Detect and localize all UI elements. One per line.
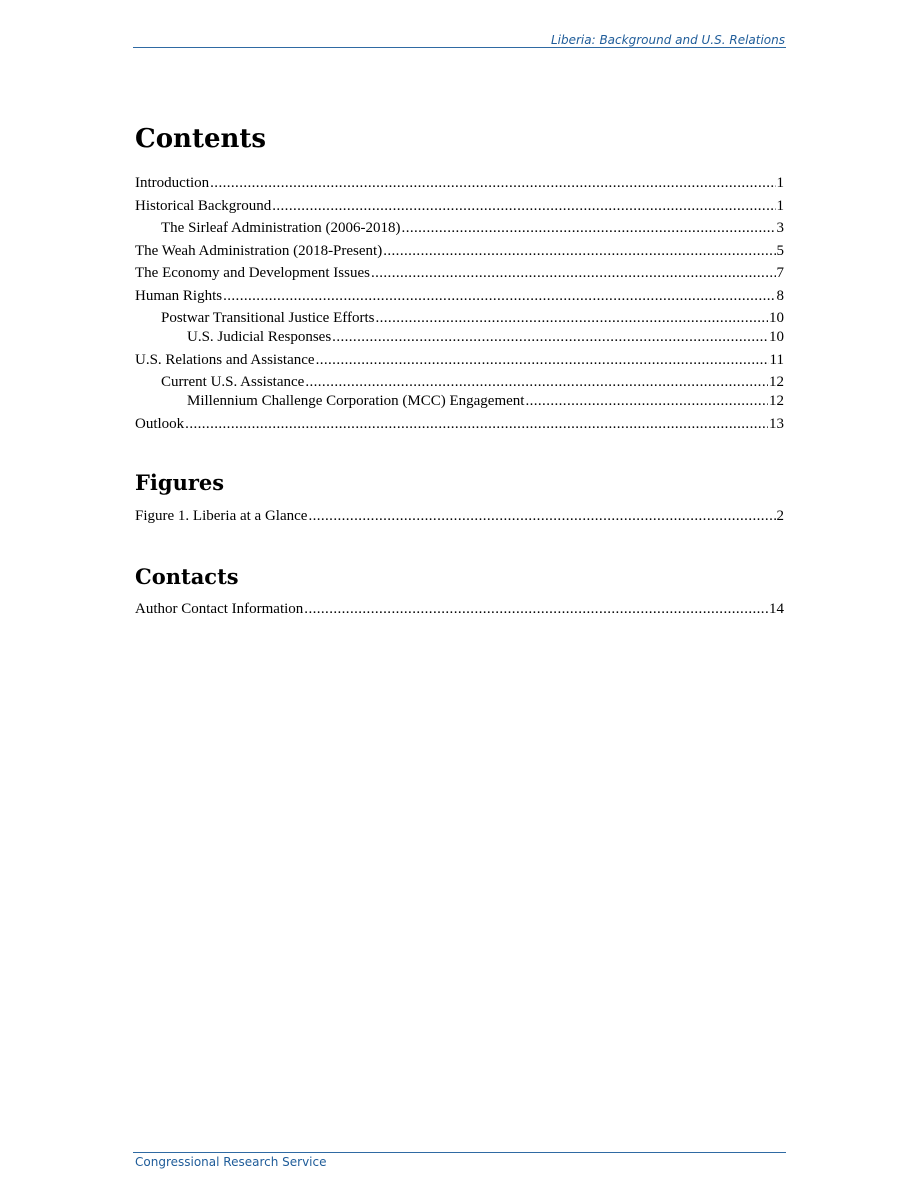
running-header-title: Liberia: Background and U.S. Relations: [550, 33, 785, 47]
toc-leader-dots: [375, 308, 768, 328]
toc-leader-dots: [185, 414, 768, 434]
toc-entry-label: Millennium Challenge Corporation (MCC) Engagement: [187, 393, 525, 409]
toc-entry[interactable]: [135, 173, 784, 193]
toc-entry[interactable]: [135, 241, 784, 261]
footer-source: Congressional Research Service: [135, 1155, 327, 1169]
figures-heading: Figures: [135, 470, 225, 495]
toc-entry-page: 1: [776, 197, 784, 214]
footer-rule: [133, 1152, 786, 1153]
toc-entry-page: 13: [769, 415, 784, 432]
contents-list: [135, 173, 784, 434]
toc-leader-dots: [308, 506, 775, 526]
toc-entry[interactable]: [135, 506, 784, 526]
toc-entry-label: Current U.S. Assistance: [161, 374, 305, 390]
toc-entry-page: 10: [769, 310, 784, 326]
toc-entry-page: 12: [769, 374, 784, 390]
toc-leader-dots: [525, 392, 768, 411]
toc-entry-label: Outlook: [135, 415, 185, 432]
toc-leader-dots: [210, 173, 775, 193]
toc-leader-dots: [332, 328, 768, 347]
toc-leader-dots: [272, 196, 775, 216]
toc-entry-page: 2: [776, 508, 784, 524]
toc-entry-label: U.S. Judicial Responses: [187, 329, 332, 345]
toc-entry[interactable]: [135, 599, 784, 619]
toc-entry[interactable]: [135, 286, 784, 306]
toc-leader-dots: [402, 218, 776, 238]
toc-leader-dots: [316, 350, 769, 370]
toc-entry-page: 1: [776, 175, 784, 191]
toc-entry-page: 11: [769, 351, 784, 368]
toc-entry[interactable]: [135, 308, 784, 328]
toc-leader-dots: [371, 263, 776, 283]
figures-list: [135, 506, 784, 526]
toc-entry-page: 14: [769, 601, 784, 617]
toc-entry-page: 8: [776, 287, 784, 304]
toc-entry-page: 12: [769, 393, 784, 409]
toc-entry-page: 7: [776, 265, 784, 281]
contacts-heading: Contacts: [135, 564, 239, 589]
toc-entry-label: The Economy and Development Issues: [135, 265, 370, 281]
toc-entry-label: Postwar Transitional Justice Efforts: [161, 310, 375, 326]
toc-leader-dots: [223, 286, 775, 306]
toc-entry[interactable]: [135, 372, 784, 392]
toc-leader-dots: [305, 372, 768, 392]
toc-entry[interactable]: [135, 328, 784, 347]
toc-entry-label: The Sirleaf Administration (2006-2018): [161, 220, 401, 236]
toc-entry-label: The Weah Administration (2018-Present): [135, 242, 383, 259]
toc-entry-label: U.S. Relations and Assistance: [135, 351, 315, 368]
toc-entry-label: Human Rights: [135, 287, 223, 304]
toc-entry-label: Introduction: [135, 175, 210, 191]
toc-entry-label: Author Contact Information: [135, 601, 304, 617]
toc-leader-dots: [383, 241, 775, 261]
toc-entry[interactable]: [135, 414, 784, 434]
contents-heading: Contents: [135, 124, 267, 154]
toc-entry-label: Historical Background: [135, 197, 272, 214]
toc-entry[interactable]: [135, 196, 784, 216]
toc-entry[interactable]: [135, 218, 784, 238]
contacts-list: [135, 599, 784, 619]
toc-entry-page: 3: [776, 220, 784, 236]
header-rule: [133, 47, 786, 48]
toc-leader-dots: [304, 599, 768, 619]
toc-entry[interactable]: [135, 263, 784, 283]
toc-entry[interactable]: [135, 350, 784, 370]
toc-entry[interactable]: [135, 392, 784, 411]
toc-entry-page: 10: [769, 329, 784, 345]
toc-entry-label: Figure 1. Liberia at a Glance: [135, 508, 308, 524]
toc-entry-page: 5: [776, 242, 784, 259]
